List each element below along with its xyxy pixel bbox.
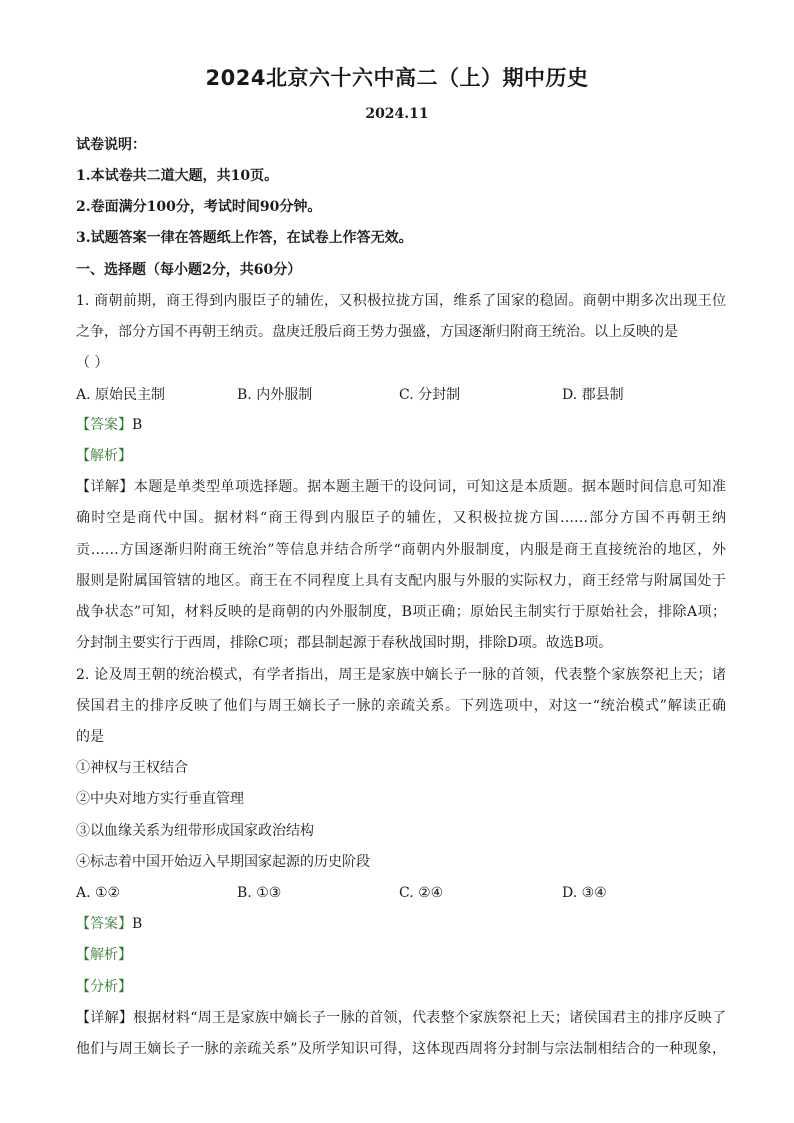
option-b: B. ①③: [237, 885, 282, 901]
option-d: D. 郡县制: [562, 387, 624, 403]
option-c: C. 分封制: [399, 387, 461, 403]
choice-item: ①神权与王权结合: [76, 760, 188, 776]
question-stem-line: 之争，部分方国不再朝王纳贡。盘庚迁殷后商王势力强盛，方国逐渐归附商王统治。以上反映的是: [76, 324, 678, 340]
option-c: C. ②④: [399, 885, 444, 901]
detail-line: 分封制主要实行于西周，排除C项；郡县制起源于春秋战国时期，排除D项。故选B项。: [76, 635, 613, 651]
option-a: A. 原始民主制: [76, 387, 166, 403]
question-stem-line: 的是: [76, 729, 104, 745]
option-a: A. ①②: [76, 885, 121, 901]
answer-value: B: [132, 916, 143, 932]
detail-line: 他们与周王嫡长子一脉的亲疏关系”及所学知识可得，这体现西周将分封制与宗法制相结合的一种现象，: [76, 1041, 726, 1057]
instruction-item: 1.本试卷共二道大题，共10页。: [76, 168, 279, 184]
detail-line: 确时空是商代中国。据材料“商王得到内服臣子的辅佐，又积极拉拢方国……部分方国不再朝王纳: [76, 510, 726, 526]
page-title: 2024北京六十六中高二（上）期中历史: [205, 66, 589, 90]
analysis-label: 【解析】: [76, 448, 132, 464]
option-b: B. 内外服制: [237, 387, 313, 403]
detail-line: 服则是附属国管辖的地区。商王在不同程度上具有支配内服与外服的实际权力，商王经常与附属国处于: [76, 573, 726, 589]
analysis-label: 【解析】: [76, 947, 132, 963]
detail-line: 贡……方国逐渐归附商王统治”等信息并结合所学“商朝内外服制度，内服是商王直接统治的地区，外: [76, 542, 726, 558]
question-stem-line: 1. 商朝前期，商王得到内服臣子的辅佐，又积极拉拢方国，维系了国家的稳固。商朝中期多次出现王位: [76, 293, 726, 309]
instruction-item: 3.试题答案一律在答题纸上作答，在试卷上作答无效。: [76, 230, 413, 246]
choice-item: ③以血缘关系为纽带形成国家政治结构: [76, 823, 314, 839]
answer-line: [76, 416, 726, 434]
detail-line: 战争状态”可知，材料反映的是商朝的内外服制度，B项正确；原始民主制实行于原始社会，排除A项；: [76, 604, 726, 620]
answer-label: 【答案】: [76, 417, 132, 433]
answer-line: [76, 915, 726, 933]
section-heading: 一、选择题（每小题2分，共60分）: [76, 262, 302, 278]
option-d: D. ③④: [562, 885, 607, 901]
choice-item: ④标志着中国开始迈入早期国家起源的历史阶段: [76, 854, 370, 870]
detail-line: 【详解】根据材料“周王是家族中嫡长子一脉的首领，代表整个家族祭祀上天；诸侯国君主的排序反映了: [76, 1010, 726, 1026]
answer-value: B: [132, 417, 143, 433]
answer-label: 【答案】: [76, 916, 132, 932]
question-stem-line: 2. 论及周王朝的统治模式，有学者指出，周王是家族中嫡长子一脉的首领，代表整个家族祭祀上天；诸: [76, 667, 726, 683]
instructions-heading: 试卷说明：: [76, 137, 146, 153]
question-stem-line: （ ）: [76, 355, 109, 371]
exam-date: 2024.11: [365, 106, 429, 122]
instruction-item: 2.卷面满分100分，考试时间90分钟。: [76, 199, 322, 215]
question-stem-line: 侯国君主的排序反映了他们与周王嫡长子一脉的亲疏关系。下列选项中，对这一“统治模式”解读正确: [76, 698, 726, 714]
sub-analysis-label: 【分析】: [76, 979, 132, 995]
detail-line: 【详解】本题是单类型单项选择题。据本题主题干的设问词，可知这是本质题。据本题时间信息可知准: [76, 479, 726, 495]
choice-item: ②中央对地方实行垂直管理: [76, 791, 244, 807]
